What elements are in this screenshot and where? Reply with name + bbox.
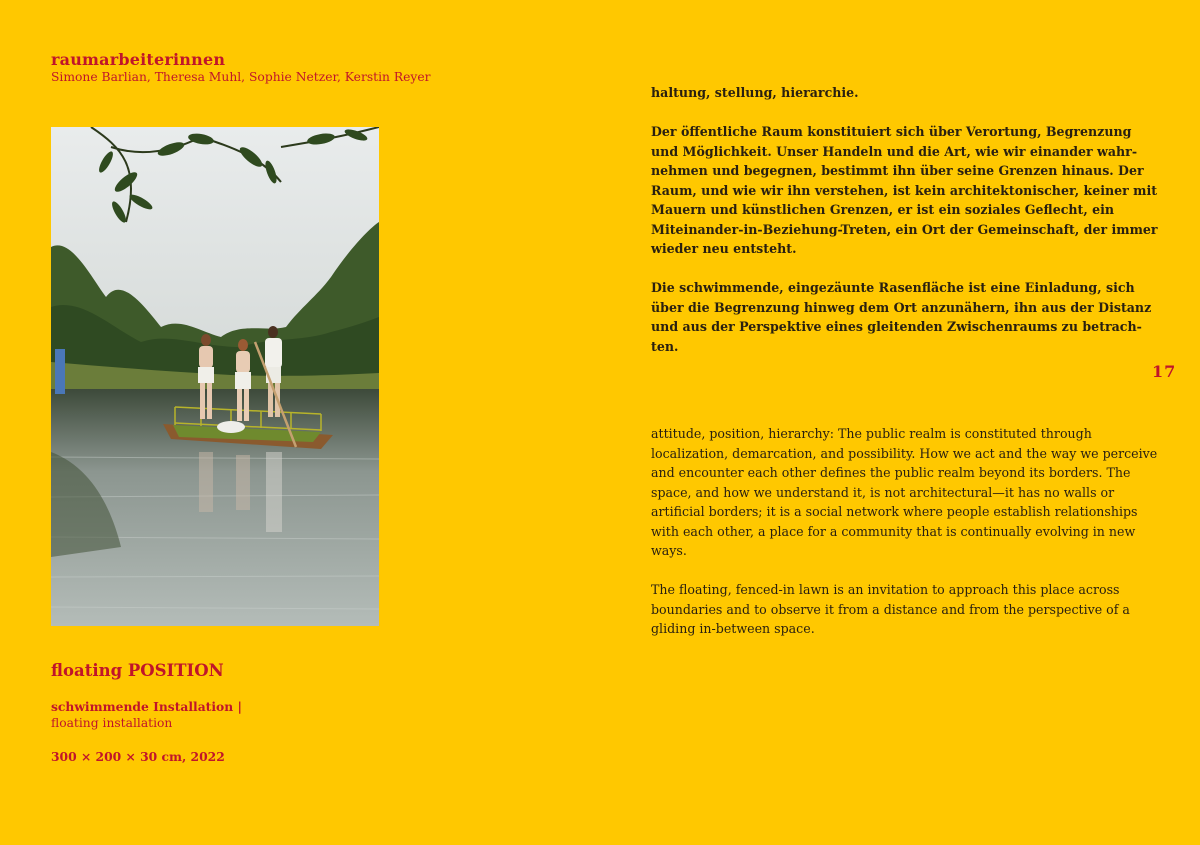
work-dimensions: 300 × 200 × 30 cm, 2022: [51, 749, 225, 764]
artist-name: raumarbeiterinnen: [51, 50, 226, 69]
english-text-block: [651, 424, 1161, 658]
artist-members: Simone Barlian, Theresa Muhl, Sophie Netzer, Kerstin Reyer: [51, 70, 431, 84]
german-paragraph-1: Der öffentliche Raum konstituiert sich über Verortung, Begrenzung und Möglichkeit. Unser Handeln und die Art, wie wir einander wahr-nehmen und begegnen, bestimmt ihn über seine Grenzen hinaus. Der Raum, und wie wir ihn verstehen, ist kein architektonischer, keiner mit Mauern und künstlichen Grenzen, er ist ein soziales Geflecht, ein Miteinander-in-Beziehung-Treten, ein Ort der Gemeinschaft, der immer wieder neu entsteht.: [651, 124, 1158, 256]
english-paragraph-2: The floating, fenced-in lawn is an invitation to approach this place across boundaries and to observe it from a distance and from the perspective of a gliding in-between space.: [651, 582, 1130, 636]
german-paragraph-2: Die schwimmende, eingezäunte Rasenfläche ist eine Einladung, sich über die Begrenzung hinweg dem Ort anzunähern, ihn aus der Distanz und aus der Perspektive eines gleitenden Zwischenraums zu betrach-ten.: [651, 280, 1152, 354]
work-type-de: schwimmende Installation |: [51, 699, 242, 714]
german-text-block: [651, 83, 1161, 376]
english-paragraph-1: attitude, position, hierarchy: The public realm is constituted through localization, demarcation, and possibility. How we act and the way we perceive and encounter each other defines the public realm beyond its borders. The space, and how we understand it, is not architectural—it has no walls or artificial borders; it is a social network where people establish relationships with each other, a place for a community that is continually evolving in new ways.: [651, 426, 1158, 558]
work-title: floating POSITION: [51, 661, 224, 680]
installation-photo: [51, 127, 379, 626]
work-type: [51, 699, 242, 731]
work-type-en: floating installation: [51, 716, 173, 730]
german-heading: haltung, stellung, hierarchie.: [651, 85, 859, 100]
page-number: 17: [1152, 362, 1177, 381]
